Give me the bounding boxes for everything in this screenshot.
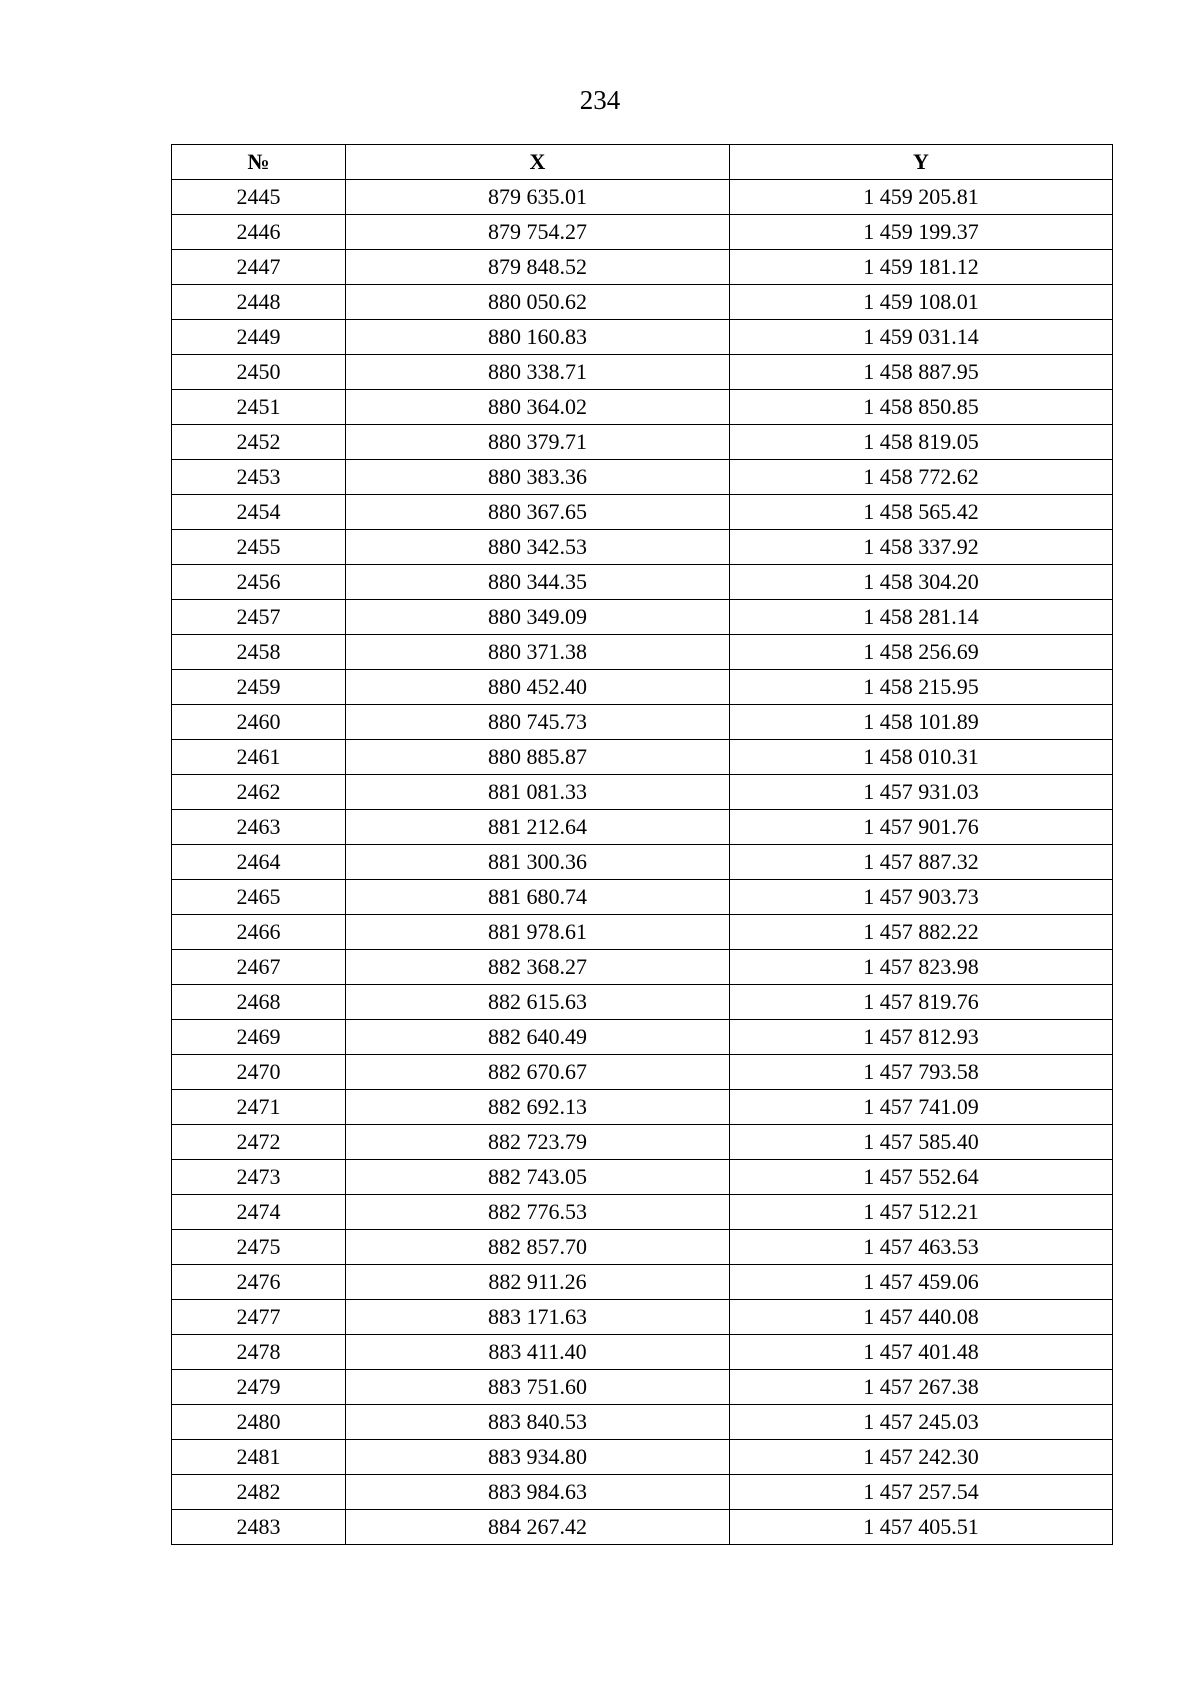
table-row — [172, 1020, 1113, 1055]
cell-number: 2478 — [172, 1335, 346, 1370]
cell-y: 1 457 405.51 — [730, 1510, 1113, 1545]
table-row — [172, 1125, 1113, 1160]
cell-x: 883 840.53 — [346, 1405, 730, 1440]
table-row — [172, 495, 1113, 530]
cell-number: 2456 — [172, 565, 346, 600]
cell-x: 880 349.09 — [346, 600, 730, 635]
table-row — [172, 320, 1113, 355]
cell-y: 1 457 901.76 — [730, 810, 1113, 845]
table-row — [172, 670, 1113, 705]
cell-number: 2483 — [172, 1510, 346, 1545]
cell-y: 1 457 245.03 — [730, 1405, 1113, 1440]
table-row — [172, 880, 1113, 915]
cell-number: 2464 — [172, 845, 346, 880]
cell-y: 1 457 512.21 — [730, 1195, 1113, 1230]
cell-x: 882 776.53 — [346, 1195, 730, 1230]
cell-y: 1 458 101.89 — [730, 705, 1113, 740]
cell-y: 1 457 741.09 — [730, 1090, 1113, 1125]
cell-number: 2461 — [172, 740, 346, 775]
cell-number: 2473 — [172, 1160, 346, 1195]
cell-number: 2462 — [172, 775, 346, 810]
cell-y: 1 459 205.81 — [730, 180, 1113, 215]
cell-y: 1 457 887.32 — [730, 845, 1113, 880]
cell-x: 880 745.73 — [346, 705, 730, 740]
table-row — [172, 1055, 1113, 1090]
cell-x: 880 383.36 — [346, 460, 730, 495]
table-row — [172, 1510, 1113, 1545]
header-x: X — [346, 145, 730, 180]
cell-number: 2468 — [172, 985, 346, 1020]
cell-x: 882 615.63 — [346, 985, 730, 1020]
cell-number: 2465 — [172, 880, 346, 915]
table-row — [172, 600, 1113, 635]
coordinates-table — [171, 144, 1113, 1545]
table-header-row — [172, 145, 1113, 180]
cell-y: 1 458 256.69 — [730, 635, 1113, 670]
table-row — [172, 1475, 1113, 1510]
cell-number: 2455 — [172, 530, 346, 565]
cell-y: 1 457 931.03 — [730, 775, 1113, 810]
cell-y: 1 459 031.14 — [730, 320, 1113, 355]
cell-number: 2480 — [172, 1405, 346, 1440]
cell-y: 1 458 281.14 — [730, 600, 1113, 635]
cell-x: 880 050.62 — [346, 285, 730, 320]
cell-x: 880 364.02 — [346, 390, 730, 425]
cell-number: 2458 — [172, 635, 346, 670]
header-number: № — [172, 145, 346, 180]
table-row — [172, 1195, 1113, 1230]
cell-y: 1 457 585.40 — [730, 1125, 1113, 1160]
table-row — [172, 1405, 1113, 1440]
cell-x: 879 848.52 — [346, 250, 730, 285]
table-row — [172, 215, 1113, 250]
page-number: 234 — [579, 85, 621, 115]
cell-y: 1 457 793.58 — [730, 1055, 1113, 1090]
cell-x: 880 344.35 — [346, 565, 730, 600]
cell-x: 880 367.65 — [346, 495, 730, 530]
cell-y: 1 458 304.20 — [730, 565, 1113, 600]
cell-x: 883 411.40 — [346, 1335, 730, 1370]
cell-x: 880 338.71 — [346, 355, 730, 390]
cell-x: 883 171.63 — [346, 1300, 730, 1335]
table-row — [172, 915, 1113, 950]
table-row — [172, 285, 1113, 320]
cell-number: 2476 — [172, 1265, 346, 1300]
cell-number: 2449 — [172, 320, 346, 355]
cell-number: 2450 — [172, 355, 346, 390]
cell-x: 879 635.01 — [346, 180, 730, 215]
table-row — [172, 565, 1113, 600]
cell-x: 881 212.64 — [346, 810, 730, 845]
cell-y: 1 458 887.95 — [730, 355, 1113, 390]
cell-y: 1 458 010.31 — [730, 740, 1113, 775]
cell-y: 1 457 552.64 — [730, 1160, 1113, 1195]
cell-x: 882 692.13 — [346, 1090, 730, 1125]
cell-x: 880 371.38 — [346, 635, 730, 670]
table-row — [172, 1090, 1113, 1125]
cell-y: 1 457 267.38 — [730, 1370, 1113, 1405]
cell-number: 2447 — [172, 250, 346, 285]
cell-x: 880 379.71 — [346, 425, 730, 460]
cell-number: 2467 — [172, 950, 346, 985]
table-row — [172, 530, 1113, 565]
cell-y: 1 457 440.08 — [730, 1300, 1113, 1335]
cell-x: 881 081.33 — [346, 775, 730, 810]
cell-x: 880 885.87 — [346, 740, 730, 775]
table-row — [172, 1265, 1113, 1300]
table-row — [172, 1300, 1113, 1335]
table-row — [172, 845, 1113, 880]
cell-number: 2457 — [172, 600, 346, 635]
table-row — [172, 740, 1113, 775]
cell-x: 884 267.42 — [346, 1510, 730, 1545]
cell-x: 881 680.74 — [346, 880, 730, 915]
cell-number: 2475 — [172, 1230, 346, 1265]
cell-number: 2471 — [172, 1090, 346, 1125]
cell-x: 883 984.63 — [346, 1475, 730, 1510]
cell-y: 1 457 819.76 — [730, 985, 1113, 1020]
cell-number: 2460 — [172, 705, 346, 740]
cell-number: 2463 — [172, 810, 346, 845]
cell-x: 882 670.67 — [346, 1055, 730, 1090]
cell-y: 1 457 459.06 — [730, 1265, 1113, 1300]
cell-x: 882 368.27 — [346, 950, 730, 985]
cell-y: 1 457 401.48 — [730, 1335, 1113, 1370]
table-row — [172, 1230, 1113, 1265]
cell-x: 882 640.49 — [346, 1020, 730, 1055]
cell-y: 1 458 819.05 — [730, 425, 1113, 460]
cell-y: 1 459 181.12 — [730, 250, 1113, 285]
cell-number: 2477 — [172, 1300, 346, 1335]
table-row — [172, 635, 1113, 670]
cell-x: 881 300.36 — [346, 845, 730, 880]
cell-y: 1 457 242.30 — [730, 1440, 1113, 1475]
cell-number: 2452 — [172, 425, 346, 460]
cell-number: 2451 — [172, 390, 346, 425]
table-row — [172, 1370, 1113, 1405]
cell-number: 2459 — [172, 670, 346, 705]
table-body — [172, 180, 1113, 1545]
table-row — [172, 705, 1113, 740]
table-row — [172, 1335, 1113, 1370]
cell-x: 882 723.79 — [346, 1125, 730, 1160]
table-row — [172, 775, 1113, 810]
cell-number: 2446 — [172, 215, 346, 250]
cell-number: 2469 — [172, 1020, 346, 1055]
cell-number: 2445 — [172, 180, 346, 215]
table-row — [172, 390, 1113, 425]
cell-x: 882 743.05 — [346, 1160, 730, 1195]
cell-y: 1 457 463.53 — [730, 1230, 1113, 1265]
cell-number: 2466 — [172, 915, 346, 950]
cell-y: 1 457 882.22 — [730, 915, 1113, 950]
cell-number: 2482 — [172, 1475, 346, 1510]
cell-number: 2474 — [172, 1195, 346, 1230]
table-row — [172, 425, 1113, 460]
cell-number: 2481 — [172, 1440, 346, 1475]
cell-y: 1 457 812.93 — [730, 1020, 1113, 1055]
cell-x: 883 751.60 — [346, 1370, 730, 1405]
cell-x: 879 754.27 — [346, 215, 730, 250]
cell-number: 2470 — [172, 1055, 346, 1090]
cell-y: 1 458 565.42 — [730, 495, 1113, 530]
cell-y: 1 457 257.54 — [730, 1475, 1113, 1510]
table-row — [172, 355, 1113, 390]
cell-y: 1 458 850.85 — [730, 390, 1113, 425]
header-y: Y — [730, 145, 1113, 180]
cell-x: 880 342.53 — [346, 530, 730, 565]
cell-y: 1 458 337.92 — [730, 530, 1113, 565]
table-row — [172, 460, 1113, 495]
cell-x: 880 160.83 — [346, 320, 730, 355]
cell-x: 880 452.40 — [346, 670, 730, 705]
cell-number: 2472 — [172, 1125, 346, 1160]
cell-x: 882 857.70 — [346, 1230, 730, 1265]
table-row — [172, 985, 1113, 1020]
cell-number: 2448 — [172, 285, 346, 320]
cell-y: 1 457 903.73 — [730, 880, 1113, 915]
table-row — [172, 810, 1113, 845]
cell-x: 882 911.26 — [346, 1265, 730, 1300]
table-row — [172, 1440, 1113, 1475]
cell-x: 881 978.61 — [346, 915, 730, 950]
cell-y: 1 459 108.01 — [730, 285, 1113, 320]
table-row — [172, 1160, 1113, 1195]
cell-number: 2453 — [172, 460, 346, 495]
cell-number: 2479 — [172, 1370, 346, 1405]
cell-y: 1 457 823.98 — [730, 950, 1113, 985]
table-row — [172, 950, 1113, 985]
cell-y: 1 459 199.37 — [730, 215, 1113, 250]
table-row — [172, 180, 1113, 215]
cell-number: 2454 — [172, 495, 346, 530]
cell-y: 1 458 772.62 — [730, 460, 1113, 495]
cell-y: 1 458 215.95 — [730, 670, 1113, 705]
table-row — [172, 250, 1113, 285]
cell-x: 883 934.80 — [346, 1440, 730, 1475]
